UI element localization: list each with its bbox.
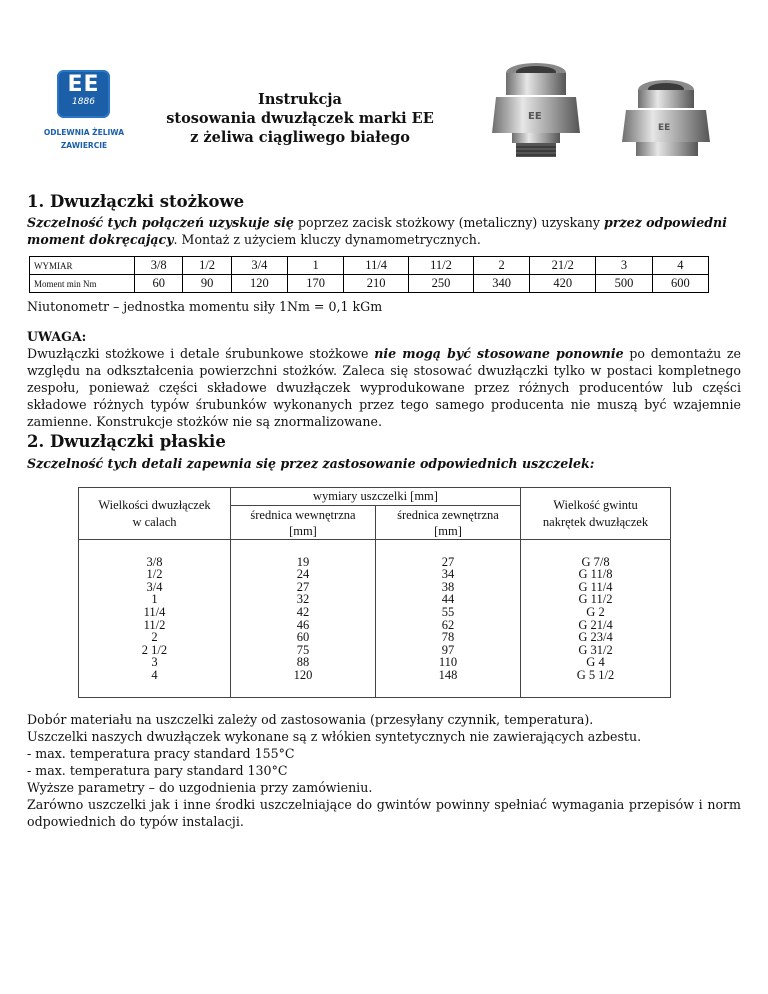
- torque-table: [29, 256, 709, 293]
- table-cell: G 5 1/2: [576, 667, 615, 682]
- table-cell: 44: [441, 592, 455, 607]
- table-cell: G 7/8: [581, 554, 610, 569]
- table-cell: 1: [151, 592, 158, 607]
- table-cell: 3/8: [146, 554, 163, 569]
- table-cell: 1/2: [146, 567, 163, 582]
- header-thread: Wielkość gwintu nakrętek dwuzłączek: [521, 488, 671, 540]
- size-cell: 11/2: [409, 257, 474, 275]
- moment-cell: 600: [652, 275, 708, 293]
- outer-diameter-column: [376, 540, 521, 698]
- size-cell: 11/4: [344, 257, 409, 275]
- table-cell: 55: [441, 604, 455, 619]
- size-cell: 3/4: [231, 257, 287, 275]
- logo-text: EE: [67, 72, 100, 97]
- table-cell: 75: [296, 642, 310, 657]
- table-cell: 60: [296, 630, 310, 645]
- table-cell: 3: [151, 655, 158, 670]
- document-title: Instrukcja stosowania dwuzłączek marki EE z żeliwa ciągliwego białego: [166, 91, 434, 146]
- torque-unit-note: Niutonometr – jednostka momentu siły 1Nm = 0,1 kGm: [27, 299, 383, 314]
- svg-text:EE: EE: [658, 123, 671, 133]
- svg-text:EE: EE: [528, 111, 542, 122]
- table-cell: 11/2: [143, 617, 166, 632]
- moment-cell: 60: [135, 275, 183, 293]
- table-cell: 38: [441, 579, 455, 594]
- table-cell: 4: [151, 667, 158, 682]
- table-cell: 32: [296, 592, 310, 607]
- moment-cell: 420: [530, 275, 596, 293]
- warning-title: UWAGA:: [27, 329, 87, 344]
- moment-cell: 340: [473, 275, 529, 293]
- table-cell: G 11/8: [578, 567, 613, 582]
- table-cell: 3/4: [146, 579, 163, 594]
- header-gasket-dimensions: wymiary uszczelki [mm]: [230, 488, 520, 506]
- table-cell: 120: [293, 667, 313, 682]
- table-cell: 19: [296, 554, 310, 569]
- table-cell: 42: [296, 604, 310, 619]
- table-cell: 62: [441, 617, 455, 632]
- table-cell: 11/4: [143, 604, 166, 619]
- flat-union-photo: [614, 70, 714, 160]
- moment-cell: 90: [183, 275, 231, 293]
- moment-cell: 250: [409, 275, 474, 293]
- moment-cell: 170: [288, 275, 344, 293]
- table-cell: G 4: [586, 655, 605, 670]
- size-cell: 21/2: [530, 257, 596, 275]
- header-inner-diameter: średnica wewnętrzna [mm]: [230, 506, 375, 540]
- section1-heading: 1. Dwuzłączki stożkowe: [27, 192, 245, 211]
- table-cell: 46: [296, 617, 310, 632]
- warning-text: Dwuzłączki stożkowe i detale śrubunkowe stożkowe nie mogą być stosowane ponownie po demontażu ze względu na odkształcenia powierzchni stożków. Zaleca się stosować dwuzłączki tylko w postaci kompletnego zespołu, ponieważ części składowe dwuzłączek wyprodukowane przez różnych producentów lub części składowe różnych typów śrubunków wykonanych przez tego samego producenta nie muszą być wzajemnie zamienne. Konstrukcje stożków nie są znormalizowane.: [27, 346, 742, 429]
- size-cell: 1/2: [183, 257, 231, 275]
- moment-cell: 500: [596, 275, 652, 293]
- table-cell: 78: [441, 630, 455, 645]
- table-cell: G 21/4: [578, 617, 613, 632]
- table-cell: 148: [438, 667, 458, 682]
- conical-union-photo: [478, 55, 588, 161]
- company-logo: [57, 70, 110, 118]
- section2-heading: 2. Dwuzłączki płaskie: [27, 432, 226, 451]
- table-cell: G 11/4: [578, 579, 613, 594]
- table-cell: 24: [296, 567, 310, 582]
- table-cell: 2 1/2: [141, 642, 168, 657]
- table-cell: 97: [441, 642, 455, 657]
- size-cell: 3: [596, 257, 652, 275]
- moment-cell: 210: [344, 275, 409, 293]
- table-cell: G 2: [586, 604, 605, 619]
- table-row-label: WYMIAR: [30, 257, 135, 275]
- header-outer-diameter: średnica zewnętrzna [mm]: [376, 506, 521, 540]
- thread-column: [521, 540, 671, 698]
- table-cell: 27: [296, 579, 310, 594]
- table-cell: 110: [438, 655, 458, 670]
- table-cell: G 31/2: [578, 642, 613, 657]
- table-row: [30, 275, 709, 293]
- gasket-table: [78, 487, 671, 698]
- brand-name: ODLEWNIA ŻELIWA ZAWIERCIE: [43, 128, 125, 150]
- table-cell: 88: [296, 655, 310, 670]
- size-cell: 3/8: [135, 257, 183, 275]
- size-cell: 4: [652, 257, 708, 275]
- section1-intro: Szczelność tych połączeń uzyskuje się poprzez zacisk stożkowy (metaliczny) uzyskany przez odpowiedni moment dokręcający. Montaż z użyciem kluczy dynamometrycznych.: [27, 215, 727, 247]
- table-cell: 2: [151, 630, 158, 645]
- material-note: Dobór materiału na uszczelki zależy od zastosowania (przesyłany czynnik, temperatura). Uszczelki naszych dwuzłączek wykonane są z włókien syntetycznych nie zawierających azbestu. - max. temperatura pracy standard 155°C - max. temperatura pary standard 130°C Wyższe parametry – do uzgodnienia przy zamówieniu. Zarówno uszczelki jak i inne środki uszczelniające do gwintów powinny spełniać wymagania przepisów i norm odpowiednich do typów instalacji.: [27, 712, 741, 829]
- inner-diameter-column: [230, 540, 375, 698]
- section2-intro: Szczelność tych detali zapewnia się przez zastosowanie odpowiednich uszczelek:: [27, 456, 595, 471]
- size-cell: 2: [473, 257, 529, 275]
- table-cell: 34: [441, 567, 455, 582]
- moment-cell: 120: [231, 275, 287, 293]
- table-row: [30, 257, 709, 275]
- logo-year: 1886: [72, 97, 95, 107]
- table-cell: 27: [441, 554, 455, 569]
- header-size: Wielkości dwuzłączek w calach: [79, 488, 231, 540]
- table-cell: G 11/2: [578, 592, 613, 607]
- table-cell: G 23/4: [578, 630, 613, 645]
- size-column: [79, 540, 231, 698]
- table-row-label: Moment min Nm: [30, 275, 135, 293]
- size-cell: 1: [288, 257, 344, 275]
